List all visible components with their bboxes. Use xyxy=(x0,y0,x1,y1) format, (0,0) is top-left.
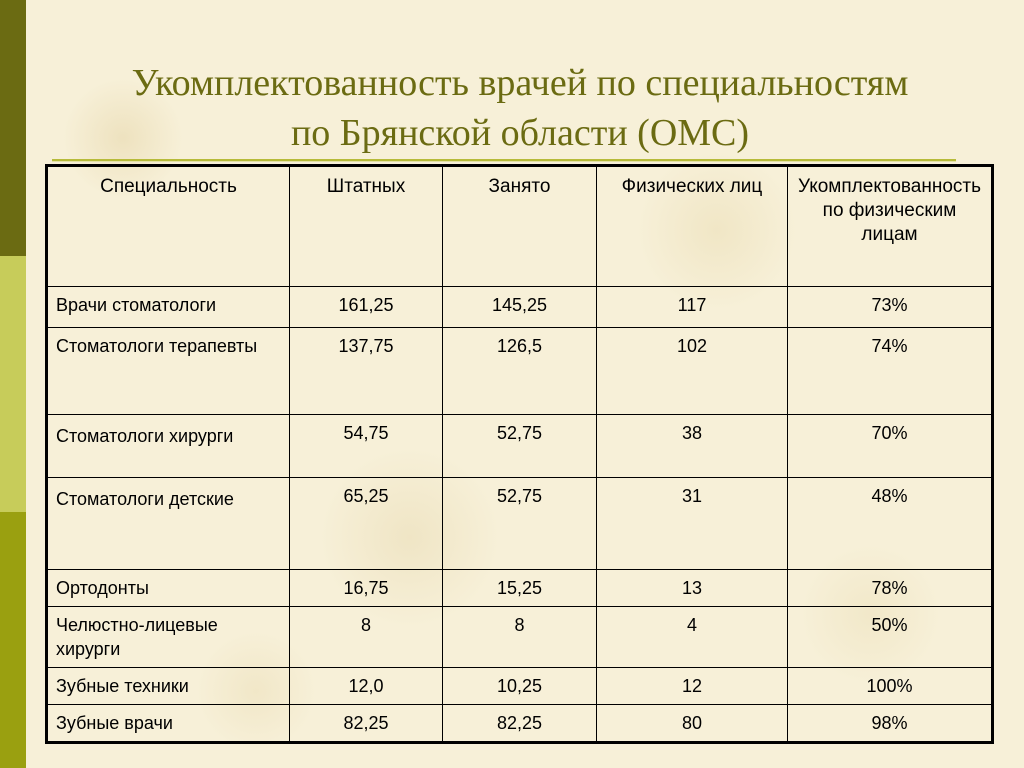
cell-persons: 4 xyxy=(597,607,788,668)
cell-staff: 161,25 xyxy=(290,287,443,328)
side-bar-mid xyxy=(0,512,26,768)
cell-persons: 80 xyxy=(597,705,788,743)
header-staff: Штатных xyxy=(290,166,443,287)
cell-staff: 82,25 xyxy=(290,705,443,743)
table-row xyxy=(47,607,993,668)
cell-staff: 16,75 xyxy=(290,570,443,607)
table-row xyxy=(47,328,993,415)
cell-occupied: 10,25 xyxy=(443,668,597,705)
cell-percent: 74% xyxy=(788,328,993,415)
cell-staff: 54,75 xyxy=(290,415,443,478)
cell-persons: 102 xyxy=(597,328,788,415)
cell-staff: 12,0 xyxy=(290,668,443,705)
cell-staff: 137,75 xyxy=(290,328,443,415)
cell-percent: 78% xyxy=(788,570,993,607)
header-percent: Укомплектованность по физическим лицам xyxy=(788,166,993,287)
cell-specialty: Врачи стоматологи xyxy=(47,287,290,328)
title-line-2: по Брянской области (ОМС) xyxy=(290,112,750,154)
cell-persons: 38 xyxy=(597,415,788,478)
cell-occupied: 15,25 xyxy=(443,570,597,607)
cell-percent: 98% xyxy=(788,705,993,743)
cell-percent: 48% xyxy=(788,478,993,570)
cell-persons: 31 xyxy=(597,478,788,570)
cell-occupied: 82,25 xyxy=(443,705,597,743)
title-divider xyxy=(52,159,956,162)
cell-persons: 117 xyxy=(597,287,788,328)
table-header-row xyxy=(47,166,993,287)
table-row xyxy=(47,415,993,478)
cell-specialty: Стоматологи терапевты xyxy=(47,328,290,415)
cell-staff: 65,25 xyxy=(290,478,443,570)
table-row xyxy=(47,478,993,570)
slide-title xyxy=(40,58,1000,158)
table-row xyxy=(47,705,993,743)
cell-occupied: 8 xyxy=(443,607,597,668)
cell-specialty: Ортодонты xyxy=(47,570,290,607)
header-occupied: Занято xyxy=(443,166,597,287)
table-row xyxy=(47,570,993,607)
staffing-table xyxy=(45,164,994,744)
cell-specialty: Стоматологи хирурги xyxy=(47,415,290,478)
cell-occupied: 52,75 xyxy=(443,415,597,478)
table-row xyxy=(47,287,993,328)
title-line-1: Укомплектованность врачей по специальностям xyxy=(131,62,909,104)
header-specialty: Специальность xyxy=(47,166,290,287)
cell-specialty: Челюстно-лицевые хирурги xyxy=(47,607,290,668)
cell-occupied: 126,5 xyxy=(443,328,597,415)
side-bar-light xyxy=(0,256,26,512)
cell-occupied: 145,25 xyxy=(443,287,597,328)
cell-persons: 12 xyxy=(597,668,788,705)
cell-percent: 73% xyxy=(788,287,993,328)
cell-specialty: Стоматологи детские xyxy=(47,478,290,570)
table-row xyxy=(47,668,993,705)
header-persons: Физических лиц xyxy=(597,166,788,287)
cell-persons: 13 xyxy=(597,570,788,607)
cell-percent: 100% xyxy=(788,668,993,705)
cell-percent: 50% xyxy=(788,607,993,668)
cell-specialty: Зубные врачи xyxy=(47,705,290,743)
cell-percent: 70% xyxy=(788,415,993,478)
cell-specialty: Зубные техники xyxy=(47,668,290,705)
side-bar-dark xyxy=(0,0,26,256)
cell-staff: 8 xyxy=(290,607,443,668)
cell-occupied: 52,75 xyxy=(443,478,597,570)
